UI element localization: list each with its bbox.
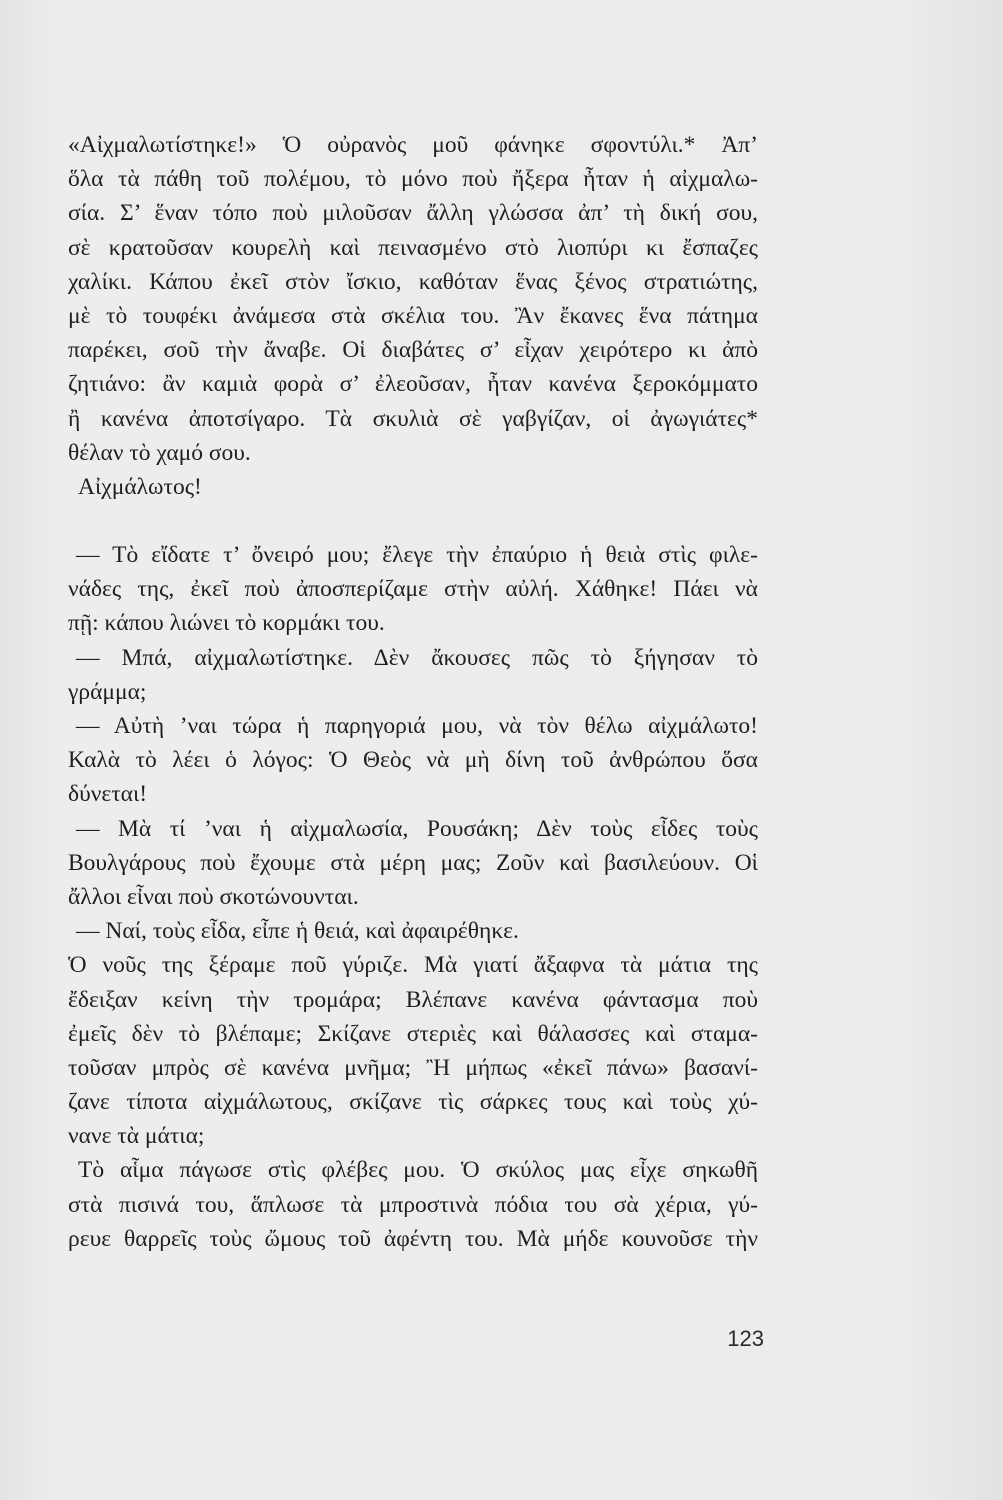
text-line: Καλὰ τὸ λέει ὁ λόγος: Ὁ Θεὸς νὰ μὴ δίνη τοῦ ἀνθρώπου ὅσα xyxy=(68,747,758,774)
text-line: — Ναί, τοὺς εἶδα, εἶπε ἡ θειά, καὶ ἀφαιρέθηκε. xyxy=(76,918,519,945)
text-line: Ὁ νοῦς της ξέραμε ποῦ γύριζε. Μὰ γιατί ἄξαφνα τὰ μάτια της xyxy=(68,952,758,979)
text-line: — Μπά, αἰχμαλωτίστηκε. Δὲν ἄκουσες πῶς τὸ ξήγησαν τὸ xyxy=(76,644,758,671)
text-line: — Αὐτὴ ’ναι τώρα ἡ παρηγοριά μου, νὰ τὸν θέλω αἰχμάλωτο! xyxy=(76,713,758,739)
text-line: — Τὸ εἴδατε τ’ ὄνειρό μου; ἔλεγε τὴν ἐπαύριο ἡ θειὰ στὶς φιλε- xyxy=(76,542,758,569)
text-line: ὅλα τὰ πάθη τοῦ πολέμου, τὸ μόνο ποὺ ἤξερα ἦταν ἡ αἰχμαλω- xyxy=(68,166,758,193)
text-line: θέλαν τὸ χαμό σου. xyxy=(68,439,251,466)
text-line: μὲ τὸ τουφέκι ἀνάμεσα στὰ σκέλια του. Ἂν ἔκανες ἕνα πάτημα xyxy=(68,302,758,329)
text-line: τοῦσαν μπρὸς σὲ κανένα μνῆμα; Ἢ μήπως «ἐκεῖ πάνω» βασανί- xyxy=(68,1054,758,1081)
text-line: πῇ: κάπου λιώνει τὸ κορμάκι του. xyxy=(68,610,385,637)
text-line: ζανε τίποτα αἰχμάλωτους, σκίζανε τὶς σάρκες τους καὶ τοὺς χύ- xyxy=(68,1089,758,1116)
text-line: ζητιάνο: ἂν καμιὰ φορὰ σ’ ἐλεοῦσαν, ἦταν κανένα ξεροκόμματο xyxy=(68,371,758,398)
text-line: Αἰχμάλωτος! xyxy=(78,473,202,500)
text-line: ρευε θαρρεῖς τοὺς ὤμους τοῦ ἀφέντη του. Μὰ μήδε κουνοῦσε τὴν xyxy=(68,1225,758,1252)
text-line: «Αἰχμαλωτίστηκε!» Ὁ οὐρανὸς μοῦ φάνηκε σφοντύλι.* Ἀπ’ xyxy=(68,132,758,158)
text-line: γράμμα; xyxy=(68,678,147,705)
text-line: ἐμεῖς δὲν τὸ βλέπαμε; Σκίζανε στεριὲς καὶ θάλασσες καὶ σταμα- xyxy=(68,1020,758,1047)
text-line: ἢ κανένα ἀποτσίγαρο. Τὰ σκυλιὰ σὲ γαβγίζαν, οἱ ἀγωγιάτες* xyxy=(68,405,758,432)
text-line: Βουλγάρους ποὺ ἔχουμε στὰ μέρη μας; Ζοῦν καὶ βασιλεύουν. Οἱ xyxy=(68,849,758,876)
paragraph-gap xyxy=(68,504,758,538)
text-line: ἄλλοι εἶναι ποὺ σκοτώνουνται. xyxy=(68,883,359,910)
text-line: σὲ κρατοῦσαν κουρελὴ καὶ πεινασμένο στὸ λιοπύρι κι ἔσπαζες xyxy=(68,234,758,261)
text-line: σία. Σ’ ἕναν τόπο ποὺ μιλοῦσαν ἄλλη γλώσσα ἀπ’ τὴ δική σου, xyxy=(68,200,758,227)
page-number: 123 xyxy=(727,1326,764,1351)
text-line: — Μὰ τί ’ναι ἡ αἰχμαλωσία, Ρουσάκη; Δὲν τοὺς εἶδες τοὺς xyxy=(76,815,758,842)
text-line: παρέκει, σοῦ τὴν ἄναβε. Οἱ διαβάτες σ’ εἶχαν χειρότερο κι ἀπὸ xyxy=(68,337,758,364)
text-line: χαλίκι. Κάπου ἐκεῖ στὸν ἴσκιο, καθόταν ἕνας ξένος στρατιώτης, xyxy=(68,268,758,295)
text-line: νανε τὰ μάτια; xyxy=(68,1123,205,1150)
text-line: ἔδειξαν κείνη τὴν τρομάρα; Βλέπανε κανένα φάντασμα ποὺ xyxy=(68,986,758,1013)
body-text xyxy=(68,128,758,1256)
text-line: Τὸ αἷμα πάγωσε στὶς φλέβες μου. Ὁ σκύλος μας εἶχε σηκωθῆ xyxy=(78,1157,758,1184)
text-line: νάδες της, ἐκεῖ ποὺ ἀποσπερίζαμε στὴν αὐλή. Χάθηκε! Πάει νὰ xyxy=(68,576,758,603)
text-line: δύνεται! xyxy=(68,781,148,808)
text-line: στὰ πισινά του, ἅπλωσε τὰ μπροστινὰ πόδια του σὰ χέρια, γύ- xyxy=(68,1191,758,1218)
